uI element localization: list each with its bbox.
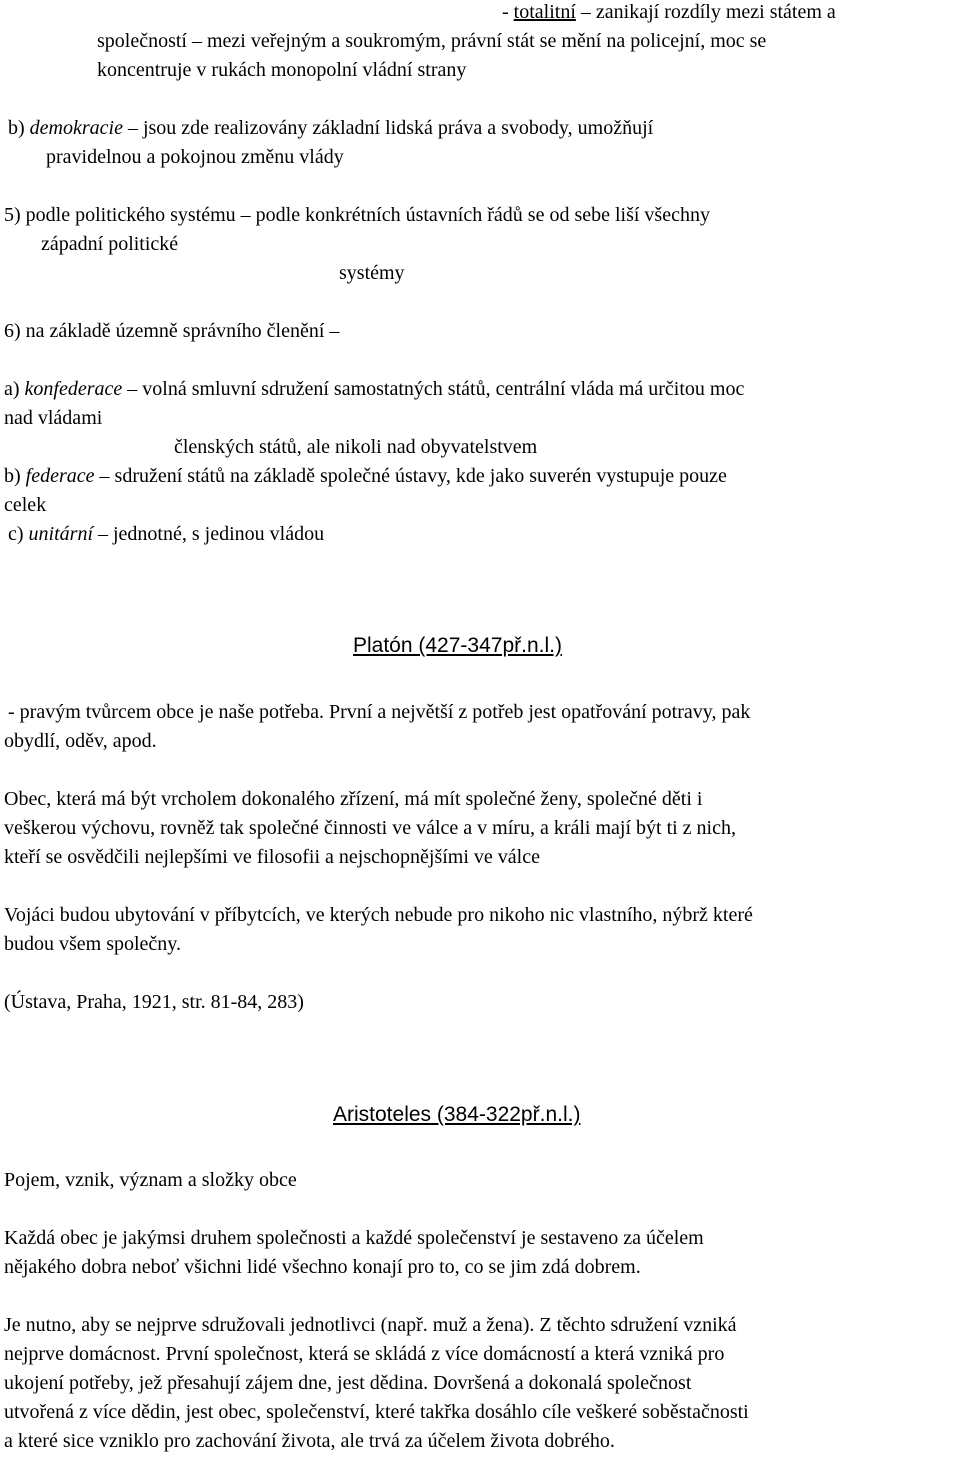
demokracie-line-1: b) demokracie – jsou zde realizovány základní lidská práva a svobody, umožňují	[8, 117, 654, 139]
totalitni-term: totalitní	[513, 1, 576, 23]
federace-line-2: celek	[4, 494, 47, 516]
platon-p3-line-1: Vojáci budou ubytování v příbytcích, ve kterých nebude pro nikoho nic vlastního, nýbrž které	[4, 904, 753, 926]
unitarni-line-1: c) unitární – jednotné, s jedinou vládou	[8, 523, 325, 545]
item-5-line-2: západní politické	[41, 233, 179, 255]
platon-p2-line-1: Obec, která má být vrcholem dokonalého zřízení, má mít společné ženy, společné děti i	[4, 788, 703, 810]
item-5-line-1: 5) podle politického systému – podle konkrétních ústavních řádů se od sebe liší všechny	[4, 204, 710, 226]
platon-p3-line-2: budou všem společny.	[4, 933, 182, 955]
aristoteles-p2-line-4: utvořená z více dědin, jest obec, společenství, které takřka dosáhlo cíle veškeré soběstačnosti	[4, 1401, 749, 1423]
platon-p1-line-2: obydlí, oděv, apod.	[4, 730, 157, 752]
aristoteles-subtitle: Pojem, vznik, význam a složky obce	[4, 1169, 297, 1191]
totalitni-line-1: - totalitní – zanikají rozdíly mezi státem a	[502, 1, 836, 23]
platon-p1-line-1: - pravým tvůrcem obce je naše potřeba. První a největší z potřeb jest opatřování potravy, pak	[8, 701, 751, 723]
aristoteles-p2-line-3: ukojení potřeby, jež přesahují zájem dne, jest dědina. Dovršená a dokonalá společnost	[4, 1372, 692, 1394]
unitarni-term: unitární	[28, 523, 93, 545]
demokracie-term: demokracie	[29, 117, 123, 139]
federace-term: federace	[25, 465, 95, 487]
item-5-line-3: systémy	[339, 262, 405, 284]
aristoteles-p2-line-2: nejprve domácnost. První společnost, která se skládá z více domácností a která vzniká pro	[4, 1343, 725, 1365]
konfederace-line-1: a) konfederace – volná smluvní sdružení samostatných států, centrální vláda má určitou moc	[4, 378, 745, 400]
platon-p2-line-2: veškerou výchovu, rovněž tak společné činnosti ve válce a v míru, a králi mají být ti z nich,	[4, 817, 736, 839]
platon-p2-line-3: kteří se osvědčili nejlepšími ve filosofii a nejschopnějšími ve válce	[4, 846, 540, 868]
item-6-line-1: 6) na základě územně správního členění –	[4, 320, 340, 342]
aristoteles-heading: Aristoteles (384-322př.n.l.)	[333, 1103, 581, 1126]
totalitni-line-2: společností – mezi veřejným a soukromým, právní stát se mění na policejní, moc se	[97, 30, 767, 52]
konfederace-line-2: nad vládami	[4, 407, 103, 429]
platon-citation: (Ústava, Praha, 1921, str. 81-84, 283)	[4, 991, 304, 1013]
konfederace-term: konfederace	[24, 378, 123, 400]
demokracie-line-2: pravidelnou a pokojnou změnu vlády	[46, 146, 344, 168]
federace-line-1: b) federace – sdružení států na základě společné ústavy, kde jako suverén vystupuje pouze	[4, 465, 727, 487]
aristoteles-p2-line-1: Je nutno, aby se nejprve sdružovali jednotlivci (např. muž a žena). Z těchto sdružení vzniká	[4, 1314, 737, 1336]
totalitni-line-3: koncentruje v rukách monopolní vládní strany	[97, 59, 467, 81]
platon-heading: Platón (427-347př.n.l.)	[353, 634, 562, 657]
aristoteles-p1-line-2: nějakého dobra neboť všichni lidé všechno konají pro to, co se jim zdá dobrem.	[4, 1256, 641, 1278]
aristoteles-p2-line-5: a které sice vzniklo pro zachování života, ale trvá za účelem života dobrého.	[4, 1430, 615, 1452]
aristoteles-p1-line-1: Každá obec je jakýmsi druhem společnosti a každé společenství je sestaveno za účelem	[4, 1227, 704, 1249]
konfederace-line-3: členských států, ale nikoli nad obyvatelstvem	[174, 436, 538, 458]
